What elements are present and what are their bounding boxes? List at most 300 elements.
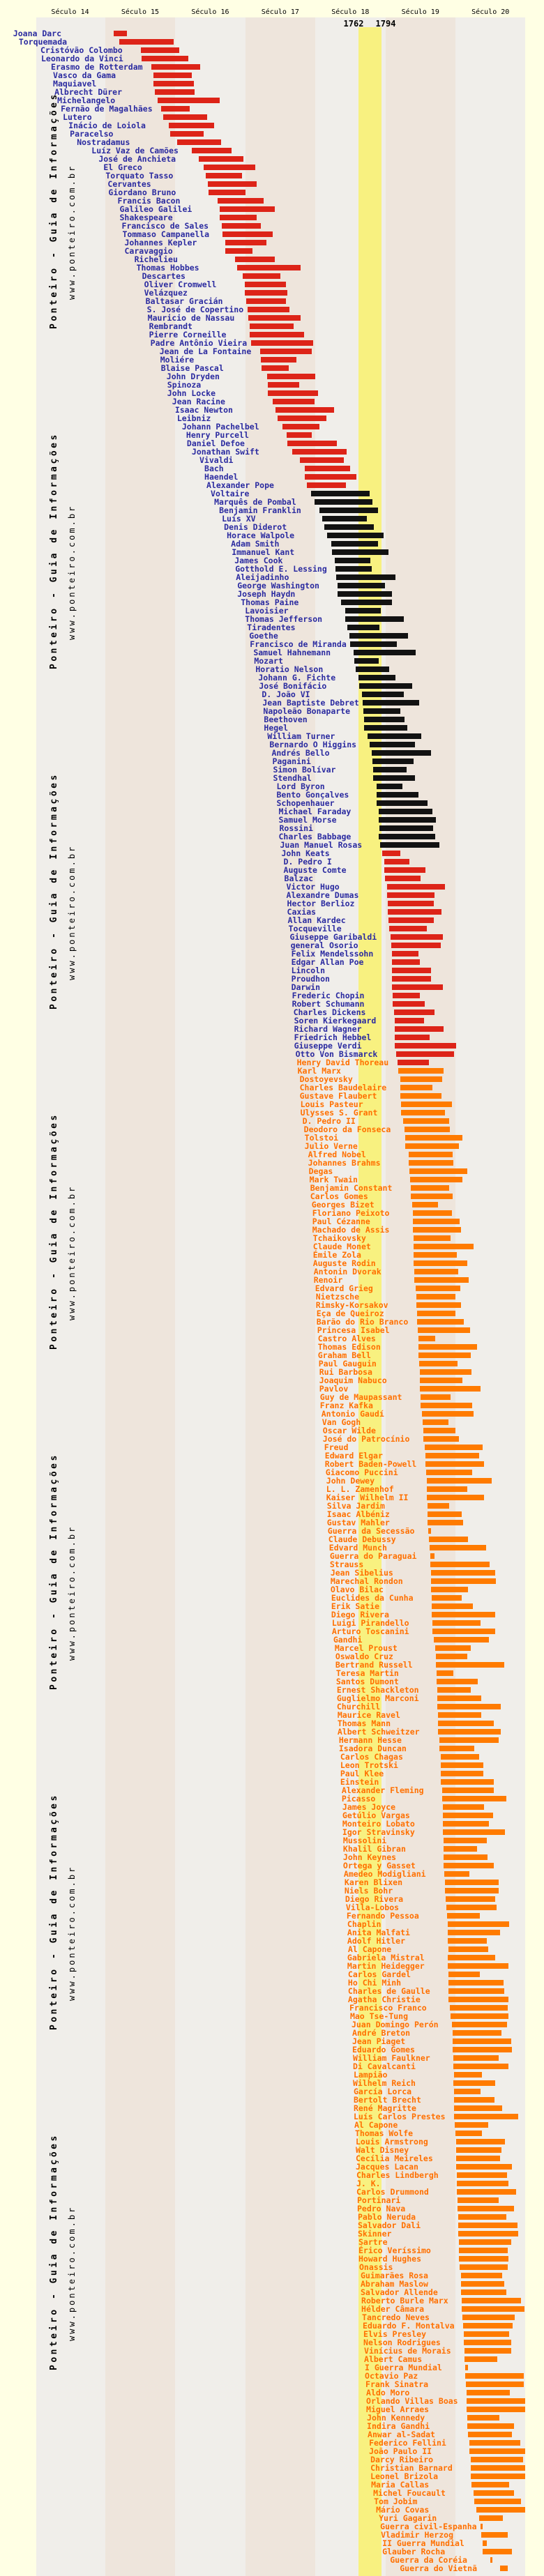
lifespan-bar bbox=[387, 884, 445, 890]
lifespan-bar bbox=[428, 1503, 449, 1509]
person-name: Julio Verne bbox=[304, 1141, 358, 1151]
person-name: Diego Rivera bbox=[345, 1894, 403, 1904]
person-name: Schopenhauer bbox=[276, 798, 335, 808]
person-name: Descartes bbox=[142, 271, 186, 281]
lifespan-bar bbox=[411, 1194, 453, 1199]
lifespan-bar bbox=[158, 98, 220, 103]
sidebar-site-url: www.ponteiro.com.br bbox=[67, 1525, 77, 1661]
lifespan-bar bbox=[471, 2474, 525, 2479]
lifespan-bar bbox=[332, 549, 388, 555]
lifespan-bar bbox=[151, 64, 200, 70]
lifespan-bar bbox=[208, 181, 256, 187]
lifespan-bar bbox=[400, 1093, 441, 1099]
lifespan-bar bbox=[462, 2315, 515, 2320]
person-name: Thomas Hobbes bbox=[136, 263, 199, 273]
person-name: Johann Pachelbel bbox=[181, 422, 259, 432]
lifespan-bar bbox=[427, 1495, 484, 1500]
person-name: Alexandre Dumas bbox=[286, 890, 359, 900]
person-name: Einstein bbox=[340, 1777, 379, 1787]
person-name: Émile Zola bbox=[312, 1250, 361, 1260]
person-name: Tommaso Campanella bbox=[122, 229, 210, 239]
lifespan-bar bbox=[464, 2348, 511, 2354]
lifespan-bar bbox=[432, 1595, 462, 1601]
lifespan-bar bbox=[431, 1578, 496, 1584]
person-name: Walt Disney bbox=[355, 2145, 409, 2155]
person-name: Stendhal bbox=[273, 773, 312, 783]
lifespan-bar bbox=[388, 901, 434, 906]
person-name: Tancredo Neves bbox=[362, 2312, 430, 2322]
lifespan-bar bbox=[393, 1001, 425, 1007]
person-name: Miguel Arraes bbox=[366, 2404, 430, 2414]
person-name: Edvard Grieg bbox=[315, 1283, 373, 1293]
person-name: Otto Von Bismarck bbox=[295, 1049, 378, 1059]
person-name: Nostradamus bbox=[77, 137, 130, 147]
lifespan-bar bbox=[282, 424, 319, 429]
person-name: Vivaldi bbox=[199, 455, 234, 465]
person-name: Chaplin bbox=[347, 1919, 381, 1929]
person-name: Michael Faraday bbox=[278, 807, 352, 816]
person-name: John Keynes bbox=[342, 1852, 397, 1862]
lifespan-bar bbox=[458, 2197, 499, 2203]
person-name: Francisco de Sales bbox=[121, 221, 209, 231]
lifespan-bar bbox=[300, 457, 344, 463]
person-name: Christian Barnard bbox=[370, 2463, 453, 2473]
lifespan-bar bbox=[436, 1654, 467, 1659]
person-name: Inácio de Loiola bbox=[68, 121, 146, 130]
person-name: Jonathan Swift bbox=[191, 447, 259, 457]
lifespan-bar bbox=[467, 2423, 514, 2429]
person-name: Albert Schweitzer bbox=[337, 1727, 420, 1737]
lifespan-bar bbox=[245, 282, 286, 287]
lifespan-bar bbox=[461, 2289, 506, 2295]
lifespan-bar bbox=[392, 968, 431, 973]
person-name: Karen Blixen bbox=[344, 1877, 402, 1887]
lifespan-bar bbox=[413, 1210, 452, 1216]
lifespan-bar bbox=[441, 1762, 483, 1768]
person-name: Rimsky-Korsakov bbox=[315, 1300, 388, 1310]
lifespan-bar bbox=[461, 2281, 504, 2287]
lifespan-bar bbox=[474, 2499, 521, 2504]
person-name: Elvis Presley bbox=[363, 2329, 427, 2339]
person-name: Eça de Queiroz bbox=[316, 1309, 384, 1318]
person-name: L. L. Zamenhof bbox=[326, 1484, 394, 1494]
person-name: Balzac bbox=[284, 874, 314, 883]
person-name: Marechal Rondon bbox=[330, 1576, 403, 1586]
lifespan-bar bbox=[454, 2089, 481, 2094]
lifespan-bar bbox=[462, 2306, 524, 2312]
lifespan-bar bbox=[444, 1871, 469, 1877]
person-name: Van Gogh bbox=[322, 1417, 361, 1427]
lifespan-bar bbox=[456, 2164, 512, 2170]
lifespan-bar bbox=[395, 1026, 444, 1032]
person-name: Mário Covas bbox=[376, 2505, 430, 2515]
person-name: Arturo Toscanini bbox=[331, 1626, 409, 1636]
person-name: Ulysses S. Grant bbox=[300, 1108, 378, 1118]
person-name: João Paulo II bbox=[369, 2446, 432, 2456]
person-name: Simon Bolívar bbox=[273, 765, 336, 775]
person-name: Frederic Chopin bbox=[292, 991, 365, 1000]
lifespan-bar bbox=[437, 1670, 453, 1676]
person-name: Ortega y Gasset bbox=[342, 1861, 416, 1870]
person-name: George Washington bbox=[237, 581, 319, 590]
lifespan-bar bbox=[452, 2022, 507, 2027]
lifespan-bar bbox=[465, 2373, 524, 2379]
lifespan-bar bbox=[327, 533, 383, 538]
lifespan-bar bbox=[425, 1461, 484, 1467]
person-name: II Guerra Mundial bbox=[382, 2538, 464, 2548]
lifespan-bar bbox=[275, 407, 334, 413]
lifespan-bar bbox=[450, 2005, 508, 2011]
lifespan-bar bbox=[377, 800, 427, 806]
lifespan-bar bbox=[469, 2440, 520, 2446]
lifespan-bar bbox=[437, 1704, 501, 1709]
lifespan-bar bbox=[377, 784, 402, 789]
person-name: Francisco de Miranda bbox=[250, 639, 347, 649]
person-name: Howard Hughes bbox=[358, 2254, 421, 2264]
lifespan-bar bbox=[417, 1319, 464, 1325]
lifespan-bar bbox=[454, 2114, 518, 2119]
person-name: Soren Kierkegaard bbox=[294, 1016, 377, 1026]
lifespan-bar bbox=[142, 56, 188, 61]
person-name: Olavo Bilac bbox=[330, 1585, 384, 1594]
lifespan-bar bbox=[461, 2273, 502, 2278]
person-name: Salvador Dali bbox=[357, 2220, 421, 2230]
lifespan-bar bbox=[225, 248, 252, 254]
lifespan-bar bbox=[394, 1009, 435, 1015]
lifespan-bar bbox=[177, 139, 221, 145]
lifespan-bar bbox=[423, 1419, 448, 1425]
person-name: Eduardo Gomes bbox=[352, 2045, 415, 2055]
person-name: Dostoyevsky bbox=[299, 1074, 353, 1084]
lifespan-bar bbox=[438, 1721, 494, 1726]
person-name: Alexander Pope bbox=[206, 480, 274, 490]
person-name: Immanuel Kant bbox=[232, 547, 295, 557]
person-name: Benjamin Franklin bbox=[219, 505, 301, 515]
person-name: Torquemada bbox=[18, 37, 68, 47]
lifespan-bar bbox=[237, 265, 301, 270]
person-name: Bento Gonçalves bbox=[276, 790, 349, 800]
person-name: Barão do Rio Branco bbox=[316, 1317, 409, 1327]
person-name: Leon Trotski bbox=[340, 1760, 398, 1770]
person-name: Paul Klee bbox=[340, 1769, 384, 1778]
lifespan-bar bbox=[411, 1185, 449, 1191]
person-name: Darwin bbox=[291, 982, 321, 992]
lifespan-bar bbox=[364, 725, 407, 731]
person-name: Tom Jobim bbox=[374, 2497, 418, 2506]
person-name: Guy de Maupassant bbox=[319, 1392, 402, 1402]
person-name: Velázquez bbox=[144, 288, 188, 298]
person-name: Gustave Flaubert bbox=[299, 1091, 377, 1101]
person-name: García Lorca bbox=[353, 2087, 412, 2096]
person-name: Di Cavalcanti bbox=[352, 2061, 416, 2071]
person-name: Jean Sibelius bbox=[330, 1568, 393, 1578]
person-name: Thomas Mann bbox=[337, 1718, 391, 1728]
lifespan-bar bbox=[448, 1963, 508, 1969]
person-name: Charles Lindbergh bbox=[356, 2170, 439, 2180]
person-name: James Joyce bbox=[342, 1802, 396, 1812]
lifespan-bar bbox=[481, 2524, 483, 2529]
lifespan-bar bbox=[391, 943, 441, 948]
person-name: Paganini bbox=[272, 756, 311, 766]
lifespan-bar bbox=[456, 2156, 500, 2161]
lifespan-bar bbox=[414, 1244, 474, 1249]
person-name: Victor Hugo bbox=[286, 882, 340, 892]
lifespan-bar bbox=[345, 616, 403, 622]
person-name: John Kennedy bbox=[367, 2413, 425, 2423]
person-name: Guerra do Paraguai bbox=[329, 1551, 417, 1561]
person-name: Adolf Hitler bbox=[347, 1936, 406, 1946]
lifespan-bar bbox=[418, 1352, 471, 1358]
person-name: Cecília Meireles bbox=[355, 2154, 433, 2163]
person-name: Gustav Mahler bbox=[326, 1518, 390, 1527]
lifespan-bar bbox=[418, 1336, 435, 1341]
person-name: Giordano Bruno bbox=[108, 188, 176, 197]
person-name: Blaise Pascal bbox=[160, 363, 224, 373]
person-name: Mao Tse-Tung bbox=[349, 2011, 409, 2021]
lifespan-bar bbox=[248, 307, 289, 312]
lifespan-bar bbox=[471, 2482, 509, 2487]
person-name: Thomas Jefferson bbox=[245, 614, 323, 624]
lifespan-bar bbox=[453, 2080, 495, 2086]
person-name: Nietzsche bbox=[315, 1292, 360, 1302]
person-name: Cristóvão Colombo bbox=[40, 45, 123, 55]
person-name: Tolstoi bbox=[304, 1133, 339, 1143]
person-name: Auguste Comte bbox=[283, 865, 347, 875]
person-name: Denis Diderot bbox=[224, 522, 287, 532]
person-name: Carlos Gardel bbox=[347, 1969, 411, 1979]
lifespan-bar bbox=[405, 1143, 459, 1149]
lifespan-bar bbox=[414, 1269, 458, 1274]
lifespan-bar bbox=[377, 792, 418, 798]
lifespan-bar bbox=[414, 1235, 451, 1241]
lifespan-bar bbox=[338, 591, 391, 597]
person-name: Agatha Christie bbox=[347, 1995, 421, 2004]
person-name: Ernest Shackleton bbox=[336, 1685, 419, 1695]
lifespan-bar bbox=[354, 650, 415, 655]
century-label: Século 20 bbox=[471, 8, 510, 16]
lifespan-bar bbox=[391, 934, 443, 940]
person-name: Igor Stravinsky bbox=[342, 1827, 415, 1837]
person-name: Isadora Duncan bbox=[338, 1744, 407, 1753]
lifespan-bar bbox=[368, 733, 421, 739]
lifespan-bar bbox=[430, 1545, 486, 1550]
person-name: Guglielmo Marconi bbox=[336, 1693, 419, 1703]
person-name: Jean Racine bbox=[172, 397, 225, 406]
person-name: Yuri Gagarin bbox=[379, 2513, 437, 2523]
lifespan-bar bbox=[209, 190, 245, 195]
lifespan-bar bbox=[204, 165, 255, 170]
lifespan-bar bbox=[444, 1838, 487, 1843]
lifespan-bar bbox=[437, 1679, 478, 1684]
person-name: Khalil Gibran bbox=[342, 1844, 406, 1854]
lifespan-bar bbox=[287, 432, 312, 438]
person-name: Rui Barbosa bbox=[319, 1367, 372, 1377]
lifespan-bar bbox=[431, 1587, 468, 1592]
lifespan-bar bbox=[347, 625, 379, 630]
lifespan-bar bbox=[466, 2381, 524, 2387]
person-name: Antonio Gaudí bbox=[321, 1409, 384, 1419]
lifespan-bar bbox=[455, 2122, 488, 2128]
lifespan-bar bbox=[447, 1913, 480, 1919]
lifespan-bar bbox=[483, 2540, 487, 2546]
person-name: Tiradentes bbox=[247, 623, 296, 632]
person-name: Joana Darc bbox=[13, 29, 62, 38]
lifespan-bar bbox=[448, 1921, 509, 1927]
lifespan-bar bbox=[444, 1863, 494, 1868]
person-name: Salvador Allende bbox=[361, 2287, 438, 2297]
person-name: Gabriela Mistral bbox=[347, 1953, 425, 1963]
lifespan-bar bbox=[395, 1035, 430, 1040]
person-name: Floriano Peixoto bbox=[312, 1208, 390, 1218]
lifespan-bar bbox=[206, 173, 241, 178]
lifespan-bar bbox=[400, 1076, 442, 1082]
person-name: William Faulkner bbox=[352, 2053, 430, 2063]
lifespan-bar bbox=[467, 2407, 525, 2412]
person-name: Samuel Hahnemann bbox=[253, 648, 331, 657]
person-name: Albert Camus bbox=[364, 2354, 423, 2364]
lifespan-bar bbox=[153, 81, 194, 86]
lifespan-bar bbox=[388, 909, 441, 915]
person-name: Charles de Gaulle bbox=[347, 1986, 430, 1996]
lifespan-bar bbox=[438, 1712, 481, 1718]
lifespan-bar bbox=[464, 2356, 497, 2362]
person-name: Getúlio Vargas bbox=[342, 1811, 410, 1820]
lifespan-bar bbox=[373, 775, 414, 781]
person-name: Auguste Rodin bbox=[312, 1258, 376, 1268]
lifespan-bar bbox=[335, 558, 370, 563]
lifespan-bar bbox=[453, 2038, 511, 2044]
lifespan-bar bbox=[417, 1311, 455, 1316]
lifespan-bar bbox=[428, 1511, 462, 1517]
lifespan-bar bbox=[453, 2047, 512, 2052]
lifespan-bar bbox=[218, 198, 263, 204]
lifespan-bar bbox=[437, 1687, 471, 1693]
lifespan-bar bbox=[268, 382, 299, 388]
highlight-start-year-label: 1762 bbox=[343, 19, 364, 29]
lifespan-bar bbox=[384, 859, 409, 864]
lifespan-bar bbox=[384, 867, 425, 873]
lifespan-bar bbox=[457, 2189, 516, 2195]
lifespan-bar bbox=[458, 2223, 517, 2228]
person-name: Bertrand Russell bbox=[335, 1660, 413, 1670]
person-name: Henry David Thoreau bbox=[296, 1058, 389, 1067]
lifespan-bar bbox=[246, 298, 286, 304]
person-name: Orlando Villas Boas bbox=[366, 2396, 458, 2406]
lifespan-bar bbox=[451, 2013, 508, 2019]
person-name: D. Pedro I bbox=[283, 857, 332, 867]
lifespan-bar bbox=[464, 2331, 509, 2337]
lifespan-bar bbox=[388, 917, 434, 923]
person-name: Rossini bbox=[279, 823, 313, 833]
lifespan-bar bbox=[409, 1152, 453, 1157]
person-name: Pavlov bbox=[319, 1384, 349, 1394]
lifespan-bar bbox=[336, 574, 395, 580]
person-name: Jean Baptiste Debret bbox=[262, 698, 359, 708]
lifespan-bar bbox=[222, 223, 260, 229]
lifespan-bar bbox=[414, 1277, 469, 1283]
person-name: Ho Chi Minh bbox=[347, 1978, 402, 1988]
person-name: James Cook bbox=[234, 556, 283, 565]
person-name: Machado de Assis bbox=[312, 1225, 390, 1235]
person-name: Giacomo Puccini bbox=[325, 1468, 398, 1477]
person-name: Leonardo da Vinci bbox=[40, 54, 123, 63]
lifespan-bar bbox=[379, 809, 432, 814]
lifespan-bar bbox=[403, 1118, 449, 1124]
lifespan-bar bbox=[341, 600, 391, 605]
lifespan-bar bbox=[458, 2231, 518, 2236]
person-name: Joaquim Nabuco bbox=[319, 1375, 387, 1385]
lifespan-bar bbox=[163, 114, 207, 120]
person-name: Johann G. Fichte bbox=[258, 673, 336, 683]
person-name: Diego Rivera bbox=[331, 1610, 389, 1619]
person-name: Fernão de Magalhães bbox=[61, 104, 153, 114]
person-name: El Greco bbox=[103, 162, 142, 172]
lifespan-bar bbox=[273, 399, 315, 404]
lifespan-bar bbox=[443, 1821, 489, 1827]
person-name: Marcel Proust bbox=[334, 1643, 398, 1653]
lifespan-bar bbox=[448, 1997, 508, 2002]
person-name: John Keats bbox=[281, 848, 330, 858]
lifespan-bar bbox=[432, 1620, 481, 1626]
lifespan-bar bbox=[428, 1520, 463, 1525]
lifespan-bar bbox=[322, 516, 367, 521]
person-name: Charles Baudelaire bbox=[299, 1083, 387, 1092]
person-name: Francis Bacon bbox=[117, 196, 181, 206]
person-name: Albrecht Dürer bbox=[54, 87, 122, 97]
lifespan-bar bbox=[425, 1453, 479, 1458]
person-name: José de Anchieta bbox=[98, 154, 176, 164]
person-name: Michelangelo bbox=[57, 96, 116, 105]
person-name: Fernando Pessoa bbox=[346, 1911, 419, 1921]
lifespan-bar bbox=[420, 1386, 481, 1392]
person-name: Freud bbox=[324, 1442, 349, 1452]
lifespan-bar bbox=[443, 1813, 493, 1818]
lifespan-bar bbox=[471, 2457, 523, 2462]
lifespan-bar bbox=[245, 290, 287, 296]
person-name: Deodoro da Fonseca bbox=[303, 1125, 391, 1134]
lifespan-bar bbox=[379, 817, 435, 823]
person-name: Thomas Paine bbox=[241, 597, 299, 607]
lifespan-bar bbox=[442, 1796, 506, 1801]
person-name: Felix Mendelssohn bbox=[291, 949, 374, 959]
person-name: Maquiavel bbox=[53, 79, 97, 89]
lifespan-bar bbox=[379, 825, 432, 831]
lifespan-bar bbox=[305, 474, 356, 480]
person-name: Johannes Brahms bbox=[308, 1158, 381, 1168]
lifespan-bar bbox=[364, 717, 404, 722]
lifespan-bar bbox=[439, 1746, 474, 1751]
person-name: Darcy Ribeiro bbox=[370, 2455, 434, 2464]
lifespan-bar bbox=[362, 692, 403, 697]
lifespan-bar bbox=[248, 315, 301, 321]
person-name: Hermann Hesse bbox=[338, 1735, 402, 1745]
lifespan-bar bbox=[225, 240, 266, 245]
lifespan-bar bbox=[345, 608, 381, 613]
lifespan-bar bbox=[170, 131, 204, 137]
person-name: Maurice Ravel bbox=[337, 1710, 400, 1720]
lifespan-bar bbox=[434, 1637, 489, 1643]
century-label: Século 16 bbox=[191, 8, 229, 16]
person-name: Strauss bbox=[329, 1560, 364, 1569]
lifespan-bar bbox=[448, 1938, 487, 1944]
person-name: Teresa Martin bbox=[335, 1668, 399, 1678]
person-name: Samuel Morse bbox=[278, 815, 337, 825]
person-name: Beethoven bbox=[264, 715, 308, 724]
person-name: Aleijadinho bbox=[236, 572, 289, 582]
century-band bbox=[105, 17, 175, 2576]
lifespan-bar bbox=[469, 2448, 525, 2454]
sidebar-site-title: Ponteiro - Guia de Informações bbox=[49, 1113, 59, 1350]
